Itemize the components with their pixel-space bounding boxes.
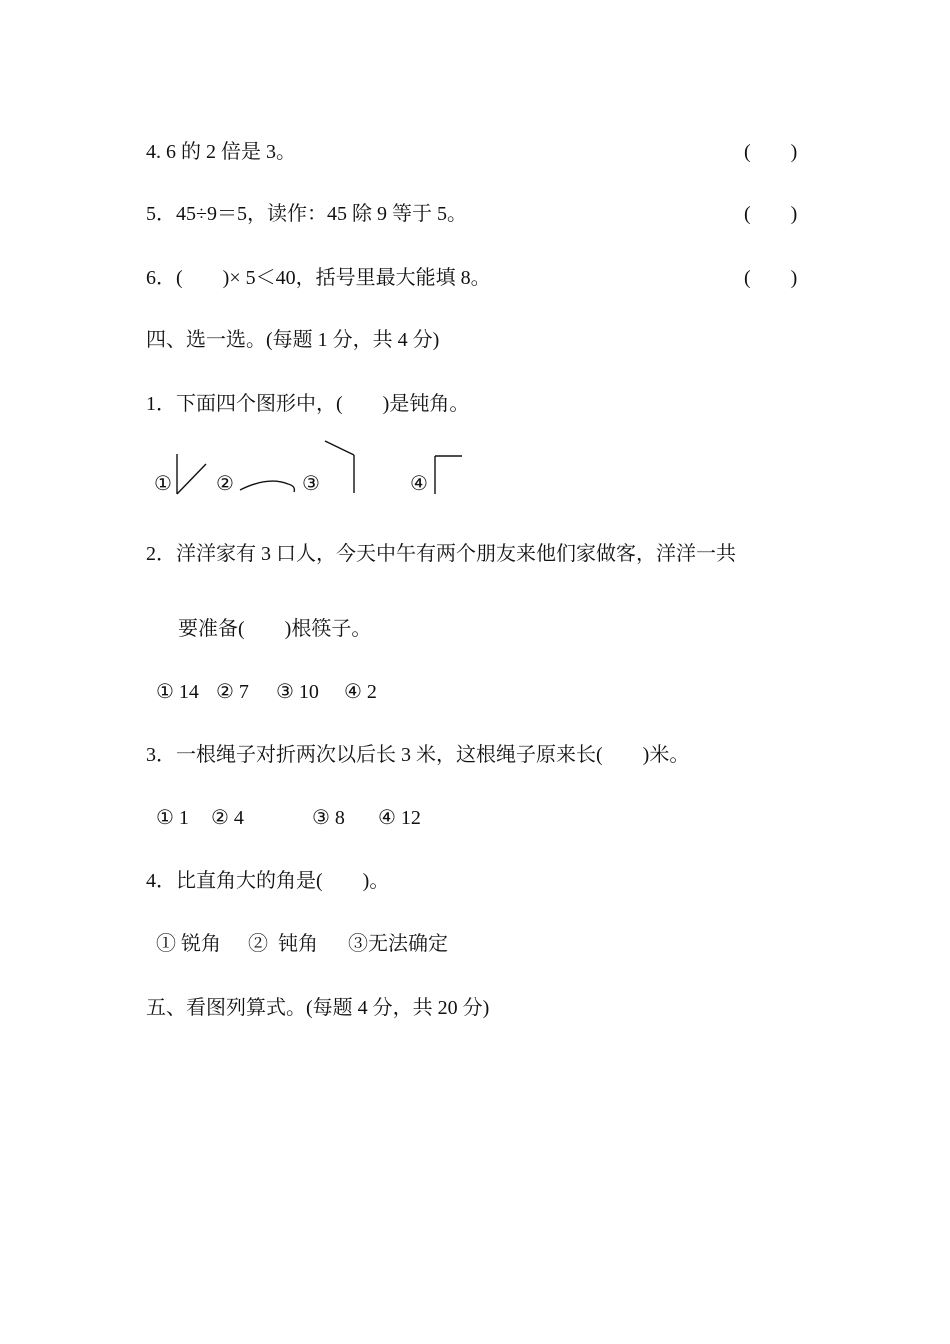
- q2-stem-line2: 要准备( )根筷子。: [178, 618, 372, 640]
- q3-option-4[interactable]: ④ 12: [378, 807, 421, 829]
- judge-answer-paren-6[interactable]: ( ): [744, 267, 798, 289]
- q4-option-2[interactable]: ② 钝角: [248, 933, 318, 955]
- q3-option-2[interactable]: ② 4: [211, 807, 244, 829]
- q4-option-1[interactable]: ① 锐角: [156, 933, 221, 955]
- judge-item-5: 5．45÷9＝5，读作：45 除 9 等于 5。: [146, 203, 467, 225]
- q3-option-1[interactable]: ① 1: [156, 807, 189, 829]
- judge-item-4: 4. 6 的 2 倍是 3。: [146, 141, 296, 163]
- q2-option-2[interactable]: ② 7: [216, 681, 249, 703]
- q4-option-3[interactable]: ③无法确定: [348, 933, 448, 955]
- figure-2-curve: [240, 481, 294, 492]
- judge-answer-paren-4[interactable]: ( ): [744, 141, 798, 163]
- section5-heading: 五、看图列算式。(每题 4 分，共 20 分): [146, 997, 490, 1019]
- judge-answer-paren-5[interactable]: ( ): [744, 203, 798, 225]
- figure-mark-4[interactable]: ④: [410, 473, 428, 495]
- judge-item-6: 6．( )× 5＜40，括号里最大能填 8。: [146, 267, 491, 289]
- section4-heading: 四、选一选。(每题 1 分，共 4 分): [146, 329, 440, 351]
- figure-3-obtuse-angle: [325, 441, 354, 493]
- q2-option-3[interactable]: ③ 10: [276, 681, 319, 703]
- q2-stem-line1: 2．洋洋家有 3 口人，今天中午有两个朋友来他们家做客，洋洋一共: [146, 543, 736, 565]
- q1-stem: 1．下面四个图形中，( )是钝角。: [146, 393, 470, 415]
- q3-option-3[interactable]: ③ 8: [312, 807, 345, 829]
- q2-option-1[interactable]: ① 14: [156, 681, 199, 703]
- figure-mark-1[interactable]: ①: [154, 473, 172, 495]
- angle-figures-drawing: [150, 436, 480, 498]
- q4-stem: 4．比直角大的角是( )。: [146, 870, 390, 892]
- angle-figures: [150, 436, 480, 498]
- q3-stem: 3．一根绳子对折两次以后长 3 米，这根绳子原来长( )米。: [146, 744, 690, 766]
- figure-mark-2[interactable]: ②: [216, 473, 234, 495]
- figure-1-acute-angle: [177, 454, 206, 494]
- figure-mark-3[interactable]: ③: [302, 473, 320, 495]
- figure-4-right-angle: [435, 456, 462, 494]
- q2-option-4[interactable]: ④ 2: [344, 681, 377, 703]
